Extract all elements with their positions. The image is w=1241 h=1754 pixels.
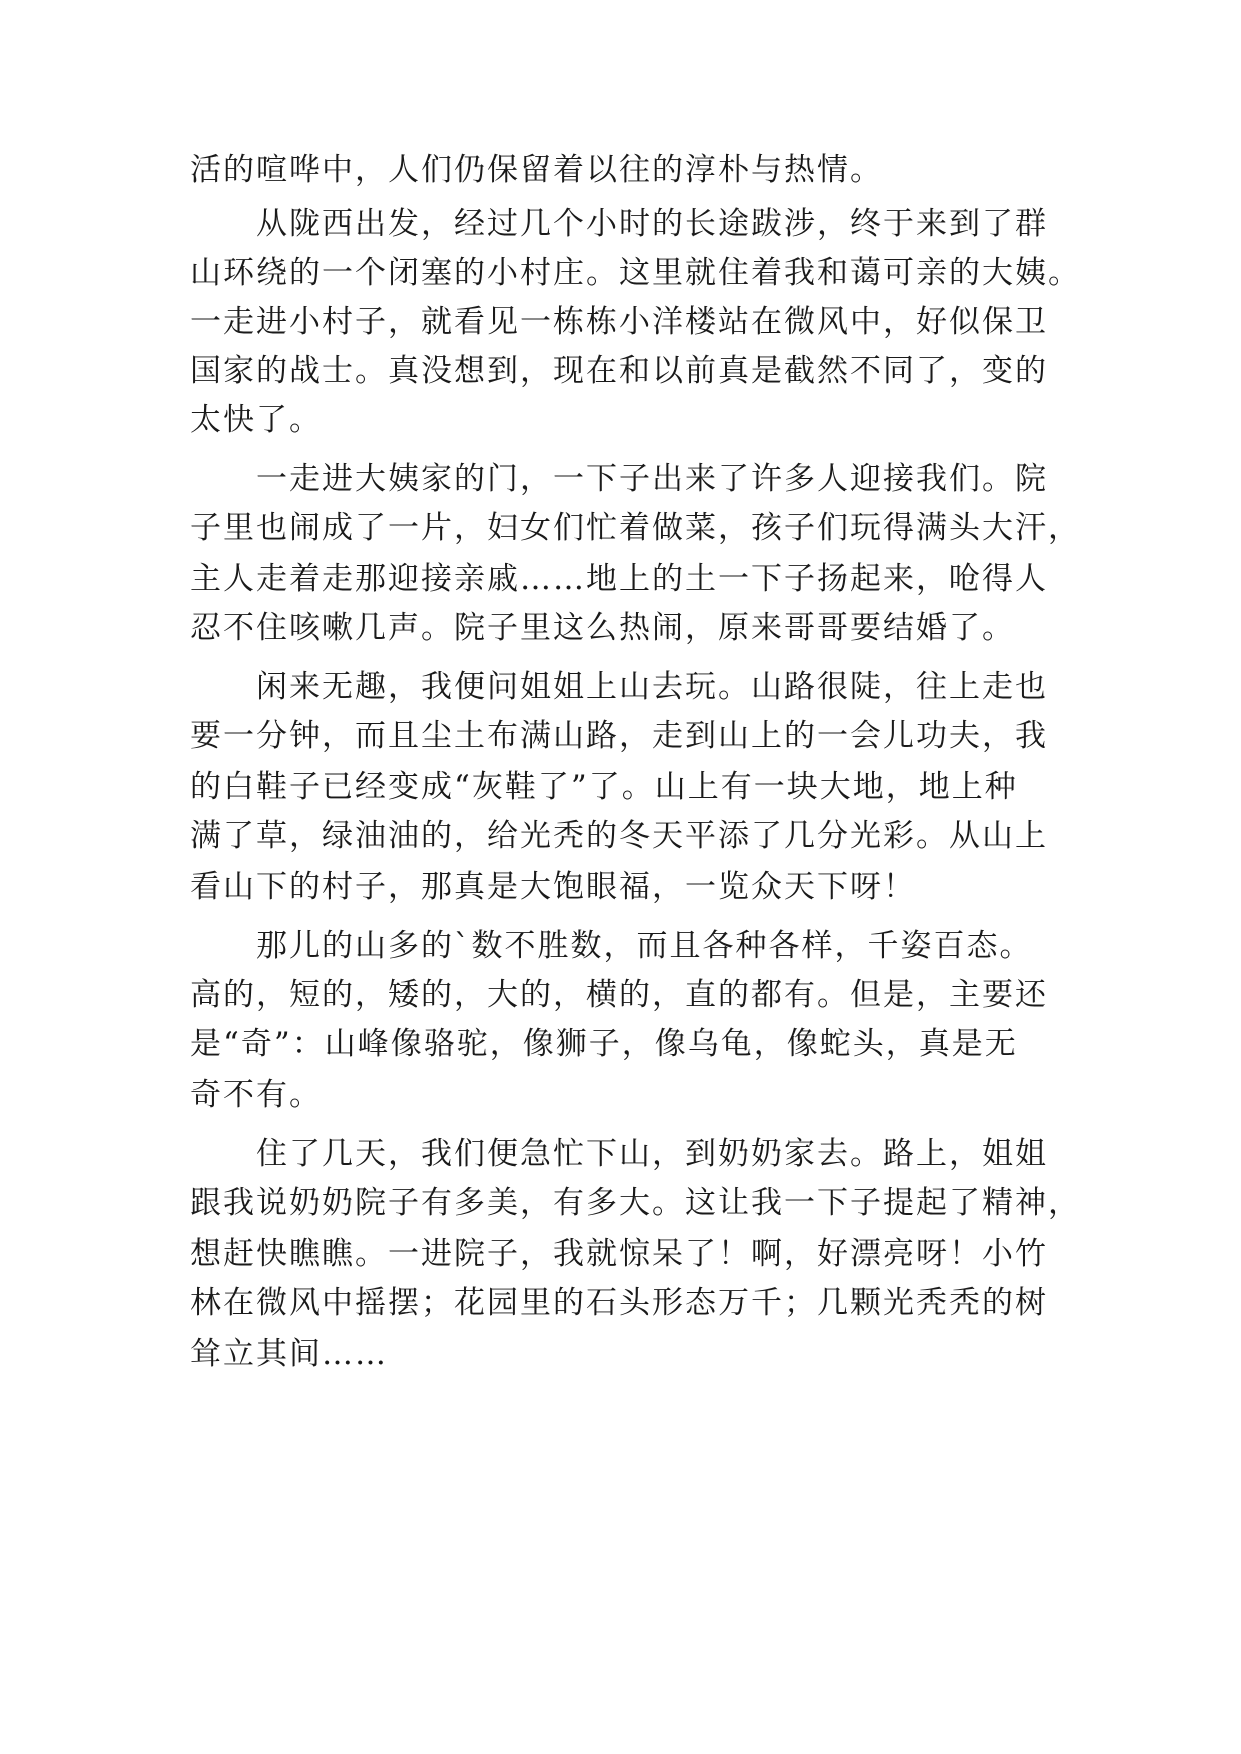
text-line: 太快了。 xyxy=(190,402,322,438)
text-line: 国家的战士。真没想到，现在和以前真是截然不同了，变的 xyxy=(190,353,1048,389)
text-line: 耸立其间…… xyxy=(190,1336,388,1372)
text-line: 一走进小村子，就看见一栋栋小洋楼站在微风中，好似保卫 xyxy=(190,304,1048,340)
text-line: 活的喧哗中，人们仍保留着以往的淳朴与热情。 xyxy=(190,152,883,188)
text-line: 奇不有。 xyxy=(190,1077,322,1113)
text-line: 要一分钟，而且尘土布满山路，走到山上的一会儿功夫，我 xyxy=(190,718,1048,754)
text-line: 住了几天，我们便急忙下山，到奶奶家去。路上，姐姐 xyxy=(256,1136,1048,1172)
text-line: 看山下的村子，那真是大饱眼福，一览众天下呀！ xyxy=(190,869,916,905)
text-line: 的白鞋子已经变成“灰鞋了”了。山上有一块大地，地上种 xyxy=(190,769,1018,805)
text-line: 高的，短的，矮的，大的，横的，直的都有。但是，主要还 xyxy=(190,977,1048,1013)
text-line: 那儿的山多的`数不胜数，而且各种各样，千姿百态。 xyxy=(256,928,1033,964)
text-line: 想赶快瞧瞧。一进院子，我就惊呆了！啊，好漂亮呀！小竹 xyxy=(190,1236,1048,1272)
text-line: 是“奇”：山峰像骆驼，像狮子，像乌龟，像蛇头，真是无 xyxy=(190,1026,1018,1062)
text-line: 林在微风中摇摆；花园里的石头形态万千；几颗光秃秃的树 xyxy=(190,1285,1048,1321)
text-line: 子里也闹成了一片，妇女们忙着做菜，孩子们玩得满头大汗， xyxy=(190,510,1081,546)
text-line: 一走进大姨家的门，一下子出来了许多人迎接我们。院 xyxy=(256,461,1048,497)
text-line: 满了草，绿油油的，给光秃的冬天平添了几分光彩。从山上 xyxy=(190,818,1048,854)
text-line: 闲来无趣，我便问姐姐上山去玩。山路很陡，往上走也 xyxy=(256,669,1048,705)
text-line: 从陇西出发，经过几个小时的长途跋涉，终于来到了群 xyxy=(256,206,1048,242)
text-line: 跟我说奶奶院子有多美，有多大。这让我一下子提起了精神， xyxy=(190,1185,1081,1221)
text-line: 山环绕的一个闭塞的小村庄。这里就住着我和蔼可亲的大姨。 xyxy=(190,255,1081,291)
text-line: 忍不住咳嗽几声。院子里这么热闹，原来哥哥要结婚了。 xyxy=(190,610,1015,646)
text-line: 主人走着走那迎接亲戚……地上的土一下子扬起来，呛得人 xyxy=(190,561,1048,597)
